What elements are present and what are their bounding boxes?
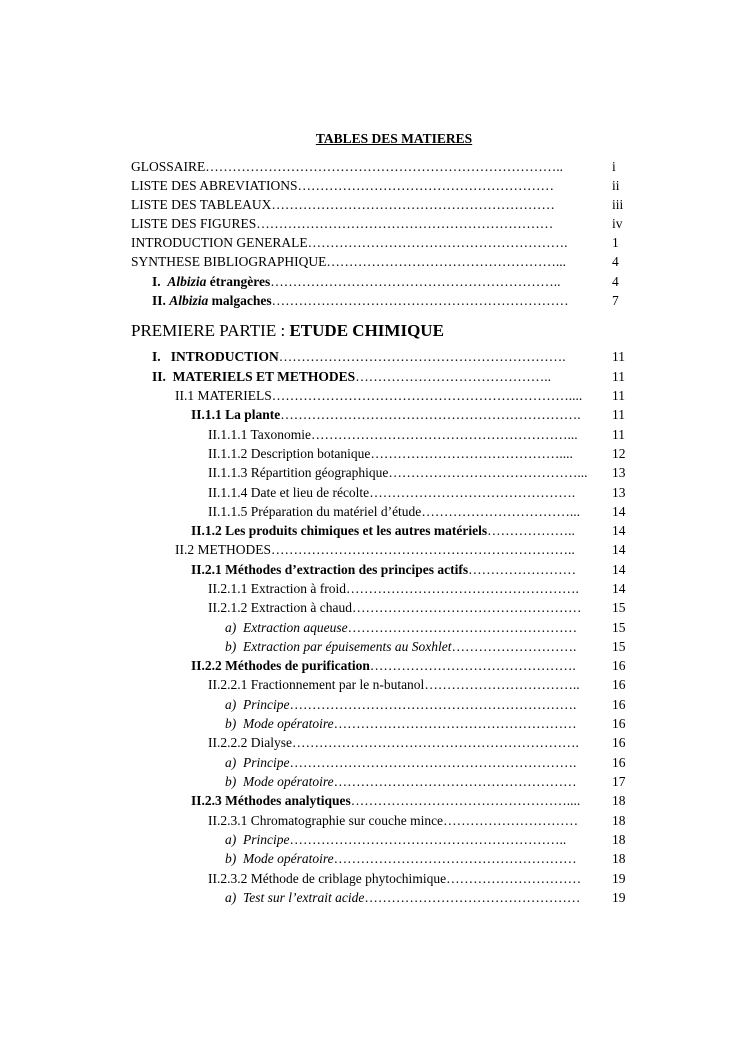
toc-entry-number: b) — [225, 639, 237, 654]
toc-entry-ii231-ccm[interactable] — [0, 813, 744, 832]
toc-page-number: 16 — [612, 697, 626, 712]
toc-entry-text: II.1.1 La plante — [191, 407, 281, 422]
toc-entry-mode-operatoire-1[interactable] — [0, 716, 744, 735]
toc-page-number: 16 — [612, 755, 626, 770]
toc-page-number: 19 — [612, 871, 626, 886]
toc-entry-text: Mode opératoire — [243, 716, 334, 731]
toc-entry-text: SYNTHESE BIBLIOGRAPHIQUE — [131, 254, 327, 269]
toc-entry-principe-3[interactable] — [0, 832, 744, 851]
toc-leader: ………………………………………………………….... — [271, 388, 583, 403]
toc-entry-number: a) — [225, 697, 237, 712]
toc-entry-ii222-dialyse[interactable] — [0, 735, 744, 754]
toc-entry-mode-operatoire-2[interactable] — [0, 774, 744, 793]
toc-entry-text: INTRODUCTION — [170, 349, 279, 364]
toc-leader: ……………………………………... — [388, 465, 588, 480]
toc-page-number: iii — [612, 197, 624, 212]
toc-entry-ii12-produits[interactable] — [0, 523, 744, 542]
toc-entry-principe-2[interactable] — [0, 755, 744, 774]
toc-page-number: 12 — [612, 446, 626, 461]
toc-page-number: 16 — [612, 658, 626, 673]
toc-entry-text: Mode opératoire — [243, 774, 334, 789]
toc-entry-ii11-plante[interactable] — [0, 407, 744, 426]
toc-entry-text: Mode opératoire — [243, 851, 334, 866]
toc-leader: …………………… — [468, 562, 577, 577]
toc-page-number: 7 — [612, 293, 619, 308]
toc-entry-number: b) — [225, 716, 237, 731]
toc-leader: ……………………………... — [421, 504, 580, 519]
page-title — [0, 131, 744, 147]
toc-leader: ……………………………………………… — [333, 774, 577, 789]
toc-entry-test-extrait-acide[interactable] — [0, 890, 744, 909]
toc-entry-ii113-repartition[interactable] — [0, 465, 744, 484]
toc-page-number: 11 — [612, 407, 625, 422]
part-heading-prefix: PREMIERE PARTIE : — [131, 321, 290, 340]
toc-entry-genus: Albizia — [167, 274, 207, 289]
toc-leader: ………………………………………………………. — [291, 735, 579, 750]
toc-leader: ………………………………………………………….. — [271, 542, 575, 557]
toc-page-number: 11 — [612, 369, 625, 384]
toc-entry-extraction-soxhlet[interactable] — [0, 639, 744, 658]
toc-page-number: 14 — [612, 581, 626, 596]
toc-entry-text: MATERIELS ET METHODES — [172, 369, 356, 384]
toc-entry-text: II.1.1.1 Taxonomie — [208, 427, 312, 442]
toc-entry-text: Extraction par épuisements au Soxhlet — [243, 639, 452, 654]
toc-leader: ……………………………………………………… — [271, 197, 555, 212]
toc-leader: ………………………………………….... — [350, 793, 581, 808]
toc-entry-number: a) — [225, 890, 237, 905]
toc-page-number: 16 — [612, 677, 626, 692]
toc-entry-number: I. — [152, 349, 161, 364]
toc-entry-extraction-aqueuse[interactable] — [0, 620, 744, 639]
toc-leader: ………………………………………………………. — [289, 755, 577, 770]
toc-entry-ii23-analytiques[interactable] — [0, 793, 744, 812]
toc-page-number: iv — [612, 216, 623, 231]
toc-entry-introduction-generale[interactable] — [0, 235, 744, 254]
toc-page-number: 18 — [612, 813, 626, 828]
toc-entry-text: Test sur l’extrait acide — [243, 890, 365, 905]
toc-entry-figures[interactable] — [0, 216, 744, 235]
toc-entry-ii112-description[interactable] — [0, 446, 744, 465]
toc-entry-number: b) — [225, 851, 237, 866]
toc-page-number: 13 — [612, 465, 626, 480]
toc-entry-text: II.1.1.2 Description botanique — [208, 446, 371, 461]
toc-entry-text: II.2 METHODES — [175, 542, 271, 557]
toc-entry-text: II.2.1 Méthodes d’extraction des principes actifs — [191, 562, 469, 577]
toc-entry-ii211-froid[interactable] — [0, 581, 744, 600]
toc-page-number: 17 — [612, 774, 626, 789]
toc-entry-text: II.2.3.1 Chromatographie sur couche mince — [208, 813, 444, 828]
toc-entry-glossaire[interactable] — [0, 159, 744, 178]
toc-page-number: 14 — [612, 542, 626, 557]
toc-entry-text: II.1.1.4 Date et lieu de récolte — [208, 485, 370, 500]
part-heading-title: ETUDE CHIMIQUE — [289, 321, 444, 340]
toc-entry-text: étrangères — [206, 274, 271, 289]
toc-entry-text: II.2.1.1 Extraction à froid — [208, 581, 346, 596]
toc-entry-tableaux[interactable] — [0, 197, 744, 216]
toc-leader: …………………………………………………. — [307, 235, 568, 250]
toc-entry-materiels-methodes[interactable] — [0, 369, 744, 388]
toc-page-number: 13 — [612, 485, 626, 500]
toc-entry-albizia-malgaches[interactable] — [0, 293, 744, 312]
toc-entry-principe-1[interactable] — [0, 697, 744, 716]
toc-entry-text: GLOSSAIRE — [131, 159, 206, 174]
toc-leader: ………………………… — [443, 813, 579, 828]
toc-entry-text: Principe — [243, 697, 290, 712]
toc-leader: ……………………………………………. — [345, 581, 579, 596]
toc-entry-ii212-chaud[interactable] — [0, 600, 744, 619]
toc-entry-ii114-date-lieu[interactable] — [0, 485, 744, 504]
toc-entry-ii22-purification[interactable] — [0, 658, 744, 677]
toc-entry-text: II.2.1.2 Extraction à chaud — [208, 600, 352, 615]
toc-entry-ii111-taxonomie[interactable] — [0, 427, 744, 446]
toc-entry-number: a) — [225, 755, 237, 770]
toc-leader: ……………………………………………… — [333, 716, 577, 731]
toc-leader: …………………………………………… — [351, 600, 582, 615]
toc-leader: ……………….. — [487, 523, 575, 538]
toc-leader: …………………………………………………………. — [280, 407, 581, 422]
toc-entry-text: Principe — [243, 755, 290, 770]
toc-page-number: 4 — [612, 274, 619, 289]
toc-leader: ………………………………………………………. — [278, 349, 566, 364]
toc-leader: …………………………………….... — [370, 446, 573, 461]
toc-page-number: 16 — [612, 735, 626, 750]
toc-entry-text: II.2.3 Méthodes analytiques — [191, 793, 351, 808]
toc-entry-text: II.2.2.2 Dialyse — [208, 735, 292, 750]
toc-page-number: 14 — [612, 523, 626, 538]
toc-page-number: 4 — [612, 254, 619, 269]
toc-entry-number: b) — [225, 774, 237, 789]
toc-entry-ii221-fractionnement[interactable] — [0, 677, 744, 696]
toc-entry-number: a) — [225, 620, 237, 635]
toc-entry-number: II. — [152, 369, 166, 384]
toc-page-number: 14 — [612, 562, 626, 577]
toc-entry-genus: Albizia — [169, 293, 209, 308]
toc-page-number: 15 — [612, 620, 626, 635]
toc-leader: ……………………………………………………….. — [270, 274, 561, 289]
toc-leader: ……………………………………………… — [333, 851, 577, 866]
toc-leader: ………………………………………………………… — [256, 216, 554, 231]
toc-page-number: i — [612, 159, 616, 174]
toc-page-number: 1 — [612, 235, 619, 250]
part-heading — [131, 321, 444, 341]
toc-page-number: 19 — [612, 890, 626, 905]
toc-entry-number: II. — [152, 293, 166, 308]
toc-entry-text: LISTE DES FIGURES — [131, 216, 257, 231]
toc-entry-number: I. — [152, 274, 161, 289]
toc-entry-ii232-criblage[interactable] — [0, 871, 744, 890]
toc-entry-text: Principe — [243, 832, 290, 847]
toc-entry-synthese[interactable] — [0, 254, 744, 273]
toc-leader: ………………………… — [446, 871, 582, 886]
toc-page-number: 15 — [612, 639, 626, 654]
toc-entry-albizia-etrangeres[interactable] — [0, 274, 744, 293]
toc-page-number: 11 — [612, 349, 625, 364]
toc-leader: ………………………………………………………… — [271, 293, 569, 308]
toc-page-number: 11 — [612, 427, 625, 442]
toc-entry-text: II.1 MATERIELS — [175, 388, 272, 403]
toc-entry-ii115-preparation[interactable] — [0, 504, 744, 523]
toc-leader: ………………………………………………… — [297, 178, 555, 193]
toc-page-number: 18 — [612, 832, 626, 847]
toc-entry-text: II.1.1.3 Répartition géographique — [208, 465, 389, 480]
toc-entry-text: II.2.2 Méthodes de purification — [191, 658, 370, 673]
toc-page-number: 11 — [612, 388, 625, 403]
toc-entry-number: a) — [225, 832, 237, 847]
toc-leader: ………………………………………………………. — [289, 697, 577, 712]
toc-leader: ……………………………………………... — [326, 254, 566, 269]
toc-page-number: 16 — [612, 716, 626, 731]
toc-leader: …………………………………………………….. — [289, 832, 567, 847]
toc-entry-ii1-materiels[interactable] — [0, 388, 744, 407]
toc-entry-text: LISTE DES ABREVIATIONS — [131, 178, 298, 193]
toc-entry-ii2-methodes[interactable] — [0, 542, 744, 561]
toc-leader: …………………………………………… — [347, 620, 578, 635]
toc-entry-text: Extraction aqueuse — [243, 620, 348, 635]
toc-page-number: 18 — [612, 793, 626, 808]
toc-entry-abreviations[interactable] — [0, 178, 744, 197]
page-title-text: TABLES DES MATIERES — [315, 131, 473, 146]
toc-entry-text: malgaches — [208, 293, 272, 308]
toc-entry-text: II.1.1.5 Préparation du matériel d’étude — [208, 504, 422, 519]
toc-leader: ………………………………………… — [364, 890, 581, 905]
toc-entry-text: II.1.2 Les produits chimiques et les autres matériels — [191, 523, 488, 538]
toc-entry-text: INTRODUCTION GENERALE — [131, 235, 308, 250]
toc-page-number: ii — [612, 178, 620, 193]
toc-leader: ………………………………………. — [369, 485, 576, 500]
toc-page-number: 18 — [612, 851, 626, 866]
toc-entry-mode-operatoire-3[interactable] — [0, 851, 744, 870]
toc-leader: …………………………….. — [424, 677, 580, 692]
toc-entry-introduction[interactable] — [0, 349, 744, 368]
toc-page-number: 15 — [612, 600, 626, 615]
toc-leader: …………………………………….. — [355, 369, 551, 384]
toc-leader: …………………………………………………………………….. — [205, 159, 564, 174]
toc-entry-text: LISTE DES TABLEAUX — [131, 197, 272, 212]
toc-entry-ii21-extraction[interactable] — [0, 562, 744, 581]
toc-entry-text: II.2.2.1 Fractionnement par le n-butanol — [208, 677, 425, 692]
toc-page-number: 14 — [612, 504, 626, 519]
toc-leader: ………………………………………. — [369, 658, 576, 673]
toc-entry-text: II.2.3.2 Méthode de criblage phytochimique — [208, 871, 447, 886]
toc-leader: ………………………. — [451, 639, 577, 654]
toc-leader: …………………………………………………... — [311, 427, 578, 442]
